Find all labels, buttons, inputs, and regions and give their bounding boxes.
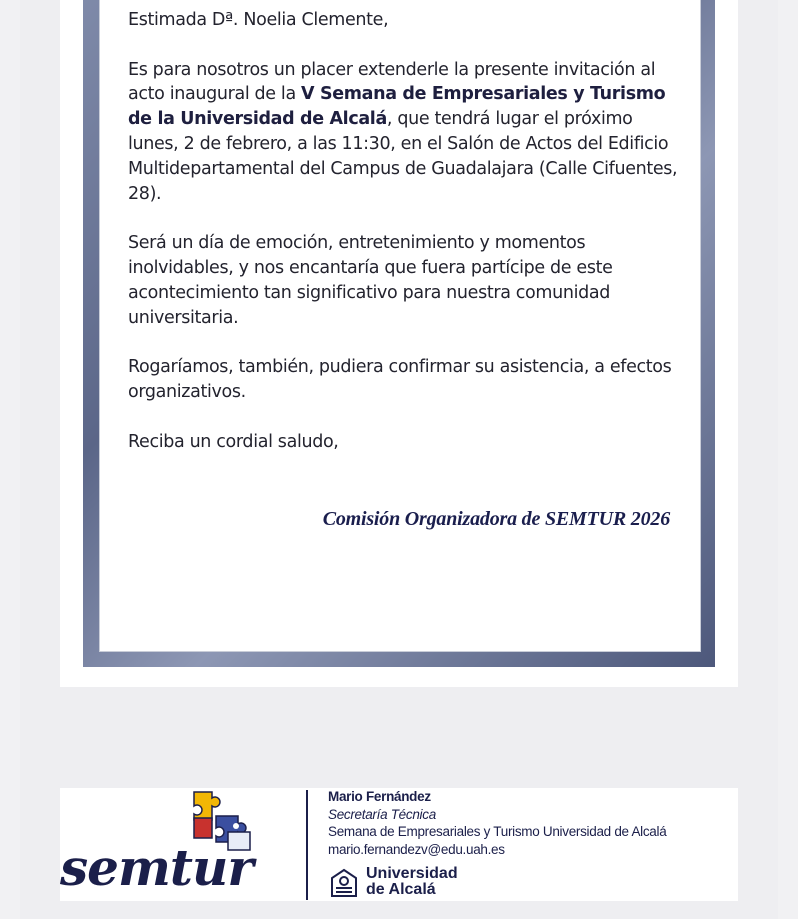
paragraph-event-details: , que tendrá lugar el próximo lunes, 2 de febrero, a las 11:30, en el Salón de Actos del Edificio Multidepartamental del Campus de Guadalajara (Calle Cifuentes, 28). (128, 109, 678, 204)
signoff: Comisión Organizadora de SEMTUR 2026 (322, 508, 670, 530)
signature-role: Secretaría Técnica (328, 806, 436, 822)
university-name (366, 866, 458, 898)
university-logo (328, 866, 488, 900)
semtur-wordmark: semtur (60, 838, 253, 897)
signature-name: Mario Fernández (328, 789, 431, 804)
signature-organization: Semana de Empresariales y Turismo Universidad de Alcalá (328, 824, 667, 839)
university-name-line2: de Alcalá (366, 881, 436, 898)
paragraph-rsvp: Rogaríamos, también, pudiera confirmar su asistencia, a efectos organizativos. (128, 357, 672, 402)
semtur-logo (60, 788, 300, 901)
paragraph-event-intro: Es para nosotros un placer extenderle la presente invitación al acto inaugural de la (128, 59, 656, 105)
greeting: Estimada Dª. Noelia Clemente, (128, 10, 389, 30)
paragraph-event (128, 58, 688, 207)
signature-divider (306, 790, 308, 900)
email-signature (60, 788, 738, 901)
signature-details (328, 788, 728, 858)
paragraph-emotion: Será un día de emoción, entretenimiento y momentos inolvidables, y nos encantaría que fuera partícipe de este acontecimiento tan significativo para nuestra comunidad universitaria. (128, 233, 613, 328)
university-crest-icon (328, 866, 360, 898)
signature-email-link[interactable]: mario.fernandezv@edu.uah.es (328, 841, 505, 857)
invitation-letter (128, 8, 688, 479)
university-name-line1: Universidad (366, 865, 458, 882)
closing: Reciba un cordial saludo, (128, 431, 339, 452)
event-name: V Semana de Empresariales y Turismo de la Universidad de Alcalá (128, 84, 666, 130)
